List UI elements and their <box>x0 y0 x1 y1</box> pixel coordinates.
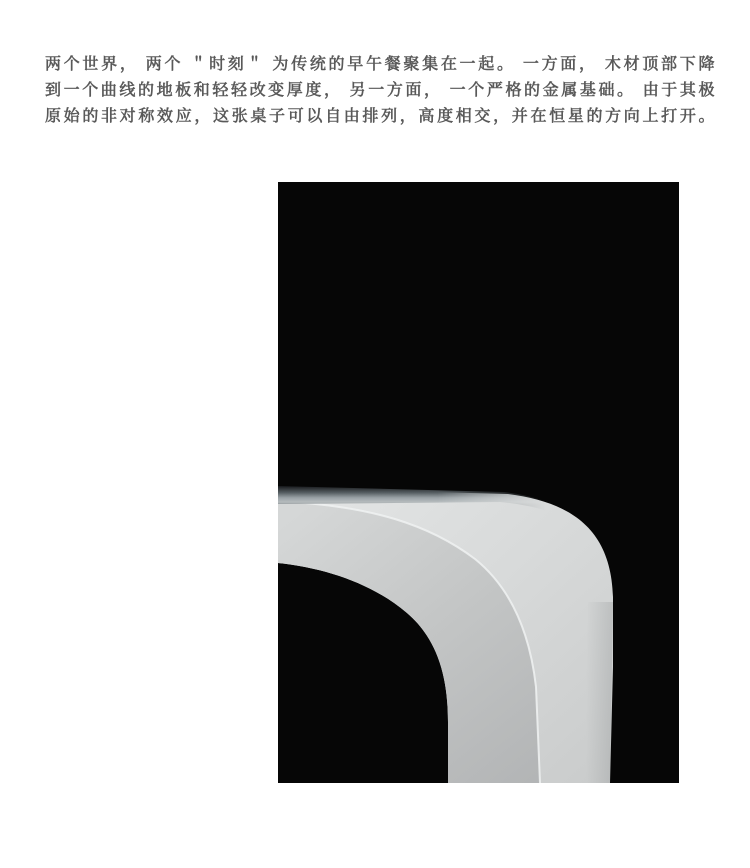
product-description <box>45 52 715 130</box>
table-photo-svg <box>278 182 679 783</box>
description-line-1: 两个世界， 两个 ＂时刻＂ 为传统的早午餐聚集在一起。 一方面， 木材顶部下降 <box>45 56 715 73</box>
product-photo <box>278 182 679 783</box>
description-line-3: 原始的非对称效应，这张桌子可以自由排列，高度相交，并在恒星的方向上打开。 <box>45 108 715 125</box>
leg-right-edge-shade <box>584 602 613 783</box>
description-line-2: 到一个曲线的地板和轻轻改变厚度， 另一方面， 一个严格的金属基础。 由于其极 <box>45 82 715 99</box>
